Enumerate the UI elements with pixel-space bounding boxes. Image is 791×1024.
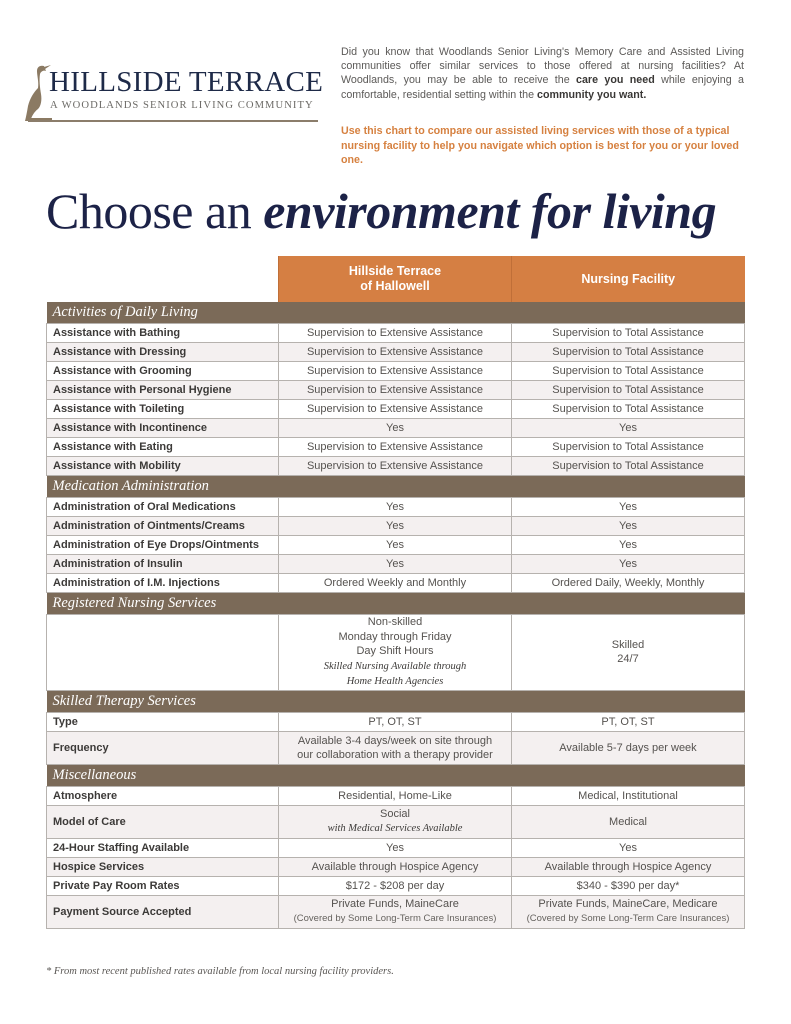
logo-rule	[28, 120, 318, 122]
table-row	[47, 324, 745, 343]
section-title-misc: Miscellaneous	[47, 764, 745, 786]
row-value-hillside: PT, OT, ST	[279, 712, 512, 731]
footnote: * From most recent published rates available from local nursing facility providers.	[46, 966, 394, 977]
intro-text-2: while enjoying a comfortable, residential setting within the	[341, 74, 744, 101]
row-value-hillside: Yes	[279, 517, 512, 536]
section-title-adl: Activities of Daily Living	[47, 302, 745, 324]
intro-bold-community: community you want.	[537, 88, 647, 101]
row-value-hillside	[279, 731, 512, 764]
table-row	[47, 555, 745, 574]
row-value-nursing: Yes	[512, 517, 745, 536]
row-value-hillside: Supervision to Extensive Assistance	[279, 381, 512, 400]
row-value-hillside: $172 - $208 per day	[279, 876, 512, 895]
payment-note: (Covered by Some Long-Term Care Insurances)	[526, 913, 730, 924]
table-row	[47, 343, 745, 362]
row-value-hillside: Supervision to Extensive Assistance	[279, 343, 512, 362]
comparison-table	[46, 256, 745, 929]
intro-bold-care: care you need	[576, 74, 655, 87]
column-header-nursing: Nursing Facility	[512, 256, 745, 302]
row-value-hillside: Ordered Weekly and Monthly	[279, 574, 512, 593]
rn-line: Skilled	[611, 638, 645, 651]
table-row	[47, 805, 745, 838]
row-value-hillside	[279, 895, 512, 928]
model-note: with Medical Services Available	[327, 823, 463, 834]
table-row	[47, 574, 745, 593]
section-header	[47, 476, 745, 498]
row-label: Atmosphere	[47, 786, 279, 805]
row-label: Administration of Oral Medications	[47, 498, 279, 517]
logo	[22, 62, 322, 126]
row-value-hillside: Supervision to Extensive Assistance	[279, 457, 512, 476]
title-plain: Choose an	[46, 183, 264, 239]
row-label: Assistance with Eating	[47, 438, 279, 457]
row-value-hillside	[279, 805, 512, 838]
payment-note: (Covered by Some Long-Term Care Insurances)	[293, 913, 497, 924]
table-row	[47, 517, 745, 536]
row-label: Type	[47, 712, 279, 731]
logo-subtitle: A WOODLANDS SENIOR LIVING COMMUNITY	[50, 100, 314, 111]
table-row	[47, 362, 745, 381]
row-value-nursing: PT, OT, ST	[512, 712, 745, 731]
table-row	[47, 615, 745, 691]
row-value-nursing: Supervision to Total Assistance	[512, 381, 745, 400]
table-row	[47, 876, 745, 895]
row-label: Assistance with Bathing	[47, 324, 279, 343]
row-label: Assistance with Mobility	[47, 457, 279, 476]
column-header-hillside	[279, 256, 512, 302]
table-row	[47, 498, 745, 517]
table-row	[47, 838, 745, 857]
row-label: Payment Source Accepted	[47, 895, 279, 928]
table-row	[47, 786, 745, 805]
table-row	[47, 400, 745, 419]
table-row	[47, 712, 745, 731]
table-row	[47, 381, 745, 400]
row-value-nursing: Supervision to Total Assistance	[512, 438, 745, 457]
row-value-nursing: Supervision to Total Assistance	[512, 343, 745, 362]
heron-icon	[22, 62, 52, 124]
row-value-nursing: Yes	[512, 498, 745, 517]
row-value-nursing: Yes	[512, 838, 745, 857]
section-title-medication: Medication Administration	[47, 476, 745, 498]
rn-note: Home Health Agencies	[346, 676, 444, 687]
row-value-nursing: Supervision to Total Assistance	[512, 362, 745, 381]
row-label-empty	[47, 615, 279, 691]
row-value-nursing	[512, 615, 745, 691]
row-label: Assistance with Personal Hygiene	[47, 381, 279, 400]
row-label: Administration of Ointments/Creams	[47, 517, 279, 536]
row-value-hillside: Yes	[279, 555, 512, 574]
row-label: Assistance with Dressing	[47, 343, 279, 362]
section-header	[47, 302, 745, 324]
rn-note: Skilled Nursing Available through	[323, 660, 467, 672]
row-label: Private Pay Room Rates	[47, 876, 279, 895]
rn-line: Non-skilled	[367, 616, 423, 628]
rn-line: Monday through Friday	[338, 630, 452, 643]
row-label: Administration of Insulin	[47, 555, 279, 574]
row-value-hillside: Yes	[279, 419, 512, 438]
rn-line: Day Shift Hours	[356, 645, 434, 657]
table-row	[47, 857, 745, 876]
row-label: Frequency	[47, 731, 279, 764]
title-emphasis: environment for living	[263, 183, 717, 239]
row-label: 24-Hour Staffing Available	[47, 838, 279, 857]
row-value-hillside: Supervision to Extensive Assistance	[279, 400, 512, 419]
row-value-hillside	[279, 615, 512, 691]
row-label: Administration of Eye Drops/Ointments	[47, 536, 279, 555]
table-row	[47, 536, 745, 555]
row-value-hillside: Yes	[279, 536, 512, 555]
section-title-therapy: Skilled Therapy Services	[47, 690, 745, 712]
section-title-nursing: Registered Nursing Services	[47, 593, 745, 615]
row-value-hillside: Yes	[279, 498, 512, 517]
freq-line: Available 3-4 days/week on site through	[297, 734, 493, 747]
row-value-nursing: Yes	[512, 419, 745, 438]
row-value-nursing: Yes	[512, 536, 745, 555]
col-hillside-line1: Hillside Terrace	[348, 264, 442, 278]
row-value-nursing: Ordered Daily, Weekly, Monthly	[512, 574, 745, 593]
intro-callout: Use this chart to compare our assisted living services with those of a typical nursing facility to help you navigate which option is best for you or your loved one.	[341, 125, 739, 167]
section-header	[47, 593, 745, 615]
section-header	[47, 764, 745, 786]
row-label: Assistance with Incontinence	[47, 419, 279, 438]
row-value-hillside: Available through Hospice Agency	[279, 857, 512, 876]
table-row	[47, 731, 745, 764]
table-row	[47, 438, 745, 457]
row-value-nursing: Supervision to Total Assistance	[512, 400, 745, 419]
freq-line: our collaboration with a therapy provider	[297, 748, 493, 761]
header-blank	[47, 256, 279, 302]
row-value-nursing: $340 - $390 per day*	[512, 876, 745, 895]
col-hillside-line2: of Hallowell	[360, 279, 430, 293]
table-header-row	[47, 256, 745, 302]
row-value-nursing: Medical, Institutional	[512, 786, 745, 805]
row-value-nursing	[512, 895, 745, 928]
intro-text: Did you know that Woodlands Senior Living's Memory Care and Assisted Living communities offer similar services to those offered at nursing facilities? At Woodlands, you may be able to receive the	[341, 46, 744, 87]
row-label: Administration of I.M. Injections	[47, 574, 279, 593]
row-value-nursing: Supervision to Total Assistance	[512, 457, 745, 476]
row-value-nursing: Yes	[512, 555, 745, 574]
row-value-nursing: Available through Hospice Agency	[512, 857, 745, 876]
row-label: Assistance with Toileting	[47, 400, 279, 419]
row-value-hillside: Supervision to Extensive Assistance	[279, 324, 512, 343]
row-label: Hospice Services	[47, 857, 279, 876]
model-line: Social	[380, 808, 410, 820]
row-value-hillside: Supervision to Extensive Assistance	[279, 438, 512, 457]
row-value-hillside: Yes	[279, 838, 512, 857]
rn-line: 24/7	[617, 653, 639, 666]
logo-title: HILLSIDE TERRACE	[49, 66, 324, 98]
row-value-nursing: Available 5-7 days per week	[512, 731, 745, 764]
row-label: Assistance with Grooming	[47, 362, 279, 381]
table-row	[47, 419, 745, 438]
payment-line: Private Funds, MaineCare	[331, 898, 459, 910]
row-value-nursing: Medical	[512, 805, 745, 838]
row-value-hillside: Residential, Home-Like	[279, 786, 512, 805]
payment-line: Private Funds, MaineCare, Medicare	[538, 898, 718, 910]
intro-paragraph	[341, 45, 744, 102]
row-label: Model of Care	[47, 805, 279, 838]
section-header	[47, 690, 745, 712]
row-value-nursing: Supervision to Total Assistance	[512, 324, 745, 343]
table-row	[47, 457, 745, 476]
table-row	[47, 895, 745, 928]
row-value-hillside: Supervision to Extensive Assistance	[279, 362, 512, 381]
page-title	[46, 182, 716, 240]
